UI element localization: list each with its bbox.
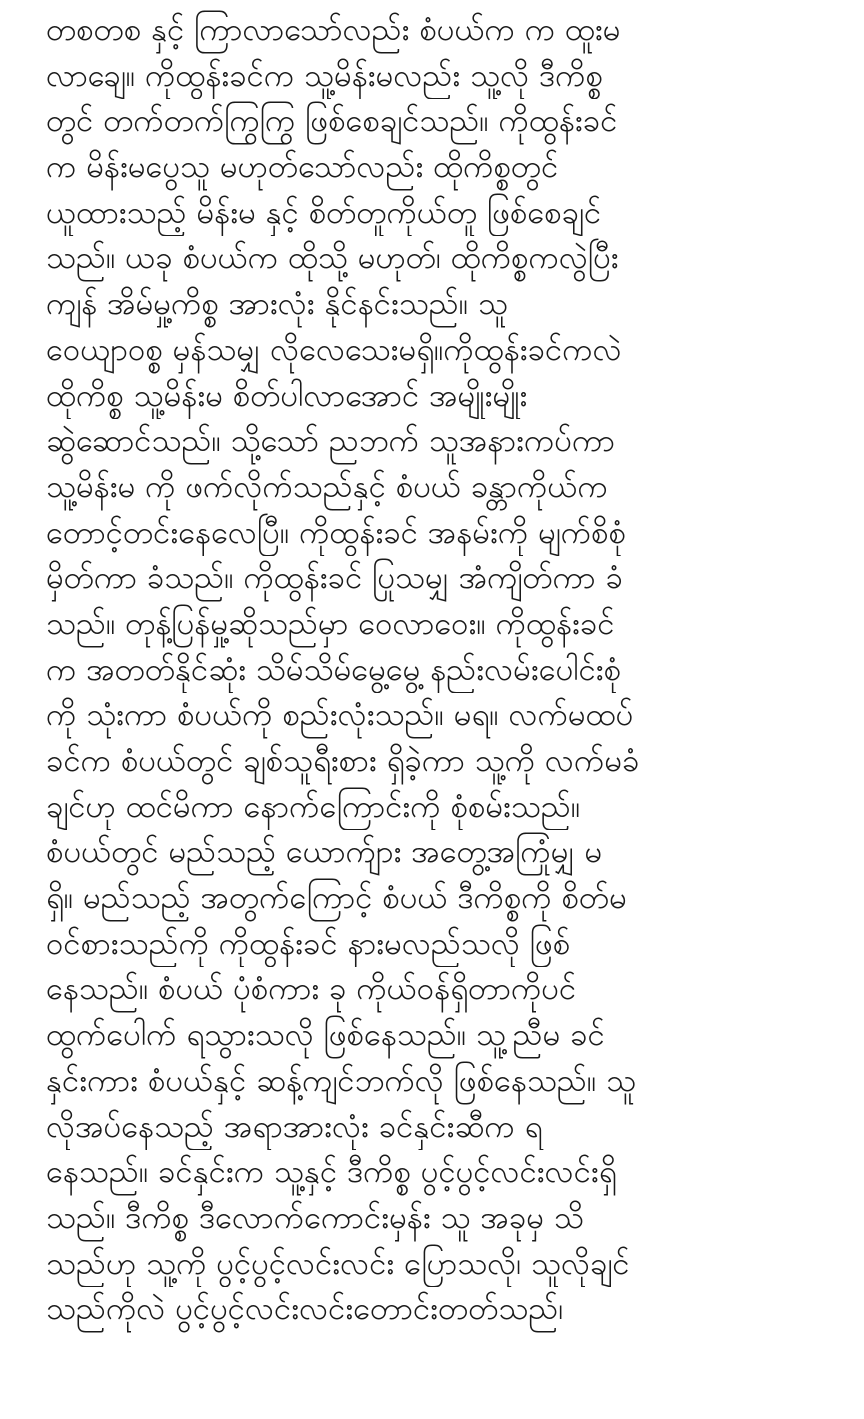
text-line: နေသည်။ စံပယ် ပုံစံကား ခု ကိုယ်ဝန်ရှိတာကိုပင် [46,971,577,1008]
text-line: ထိုကိစ္စ သူ့မိန်းမ စိတ်ပါလာအောင် အမျိုးမျိုး [46,377,528,414]
text-line: ချင်ဟု ထင်မိကာ နောက်ကြောင်းကို စုံစမ်းသည်။ [46,788,581,825]
text-line: က မိန်းမပွေသူ မဟုတ်သော်လည်း ထိုကိစ္စတွင် [46,149,559,186]
text-line: သည်ဟု သူ့ကို ပွင့်ပွင့်လင်းလင်း ပြောသလို၊ သူလိုချင် [46,1245,630,1282]
text-line: သည်။ တုန့်ပြန်မှု့ဆိုသည်မှာ ဝေလာဝေး။ ကိုထွန်းခင် [46,605,615,642]
text-line: စံပယ်တွင် မည်သည့် ယောက်ျား အတွေ့အကြုံမျှ မ [46,834,603,871]
text-line: ဝေယျာဝစ္စ မှန်သမျှ လိုလေသေးမရှိ။ကိုထွန်းခင်ကလဲ [46,331,622,368]
text-line: သည်။ ဒီကိစ္စ ဒီလောက်ကောင်းမှန်း သူ အခုမှ သိ [46,1199,584,1236]
text-line: ထွက်ပေါက် ရသွားသလို ဖြစ်နေသည်။ သူ့ညီမ ခင် [46,1017,605,1054]
text-line: ဆွဲဆောင်သည်။ သို့သော် ညဘက် သူအနားကပ်ကာ [46,423,616,460]
text-line: လာချေ။ ကိုထွန်းခင်က သူ့မိန်းမလည်း သူ့လို ဒီကိစ္စ [46,57,603,94]
body-text [46,8,846,1333]
text-line: သည်ကိုလဲ ပွင့်ပွင့်လင်းလင်းတောင်းတတ်သည်၊ [46,1291,564,1328]
text-line: တောင့်တင်းနေလေပြီ။ ကိုထွန်းခင် အနမ်းကို မျက်စိစုံ [46,514,626,551]
text-line: သည်။ ယခု စံပယ်က ထိုသို့ မဟုတ်၊ ထိုကိစ္စကလွဲပြီး [46,240,619,277]
text-line: ကို သုံးကာ စံပယ်ကို စည်းလုံးသည်။ မရ။ လက်မထပ် [46,697,634,734]
text-line: လိုအပ်နေသည့် အရာအားလုံး ခင်နှင်းဆီက ရ [46,1108,543,1145]
text-line: မှိတ်ကာ ခံသည်။ ကိုထွန်းခင် ပြုသမျှ အံကျိတ်ကာ ခံ [46,560,623,597]
text-line: ကျန် အိမ်မှု့ကိစ္စ အားလုံး နိုင်နင်းသည်။ သူ [46,286,508,323]
text-line: တစတစ နှင့် ကြာလာသော်လည်း စံပယ်က က ထူးမ [46,12,621,48]
text-line: သူ့မိန်းမ ကို ဖက်လိုက်သည်နှင့် စံပယ် ခန္တာကိုယ်က [46,468,608,505]
text-line: နေသည်။ ခင်နှင်းက သူ့နှင့် ဒီကိစ္စ ပွင့်ပွင့်လင်းလင်းရှိ [46,1154,617,1191]
text-line: တွင် တက်တက်ကြွကြွ ဖြစ်စေချင်သည်။ ကိုထွန်းခင် [46,103,618,140]
text-line: က အတတ်နိုင်ဆုံး သိမ်သိမ်မွေ့မွေ့ နည်းလမ်းပေါင်းစုံ [46,651,622,688]
text-line: ယူထားသည့် မိန်းမ နှင့် စိတ်တူကိုယ်တူ ဖြစ်စေချင် [46,194,602,231]
text-line: ရှိ။ မည်သည့် အတွက်ကြောင့် စံပယ် ဒီကိစ္စကို စိတ်မ [46,880,627,917]
text-line: ဝင်စားသည်ကို ကိုထွန်းခင် နားမလည်သလို ဖြစ် [46,925,571,962]
text-line: ခင်က စံပယ်တွင် ချစ်သူရီးစား ရှိခဲ့ကာ သူ့ကို လက်မခံ [46,743,640,779]
text-line: နှင်းကား စံပယ်နှင့် ဆန့်ကျင်ဘက်လို ဖြစ်နေသည်။ သူ [46,1062,637,1099]
